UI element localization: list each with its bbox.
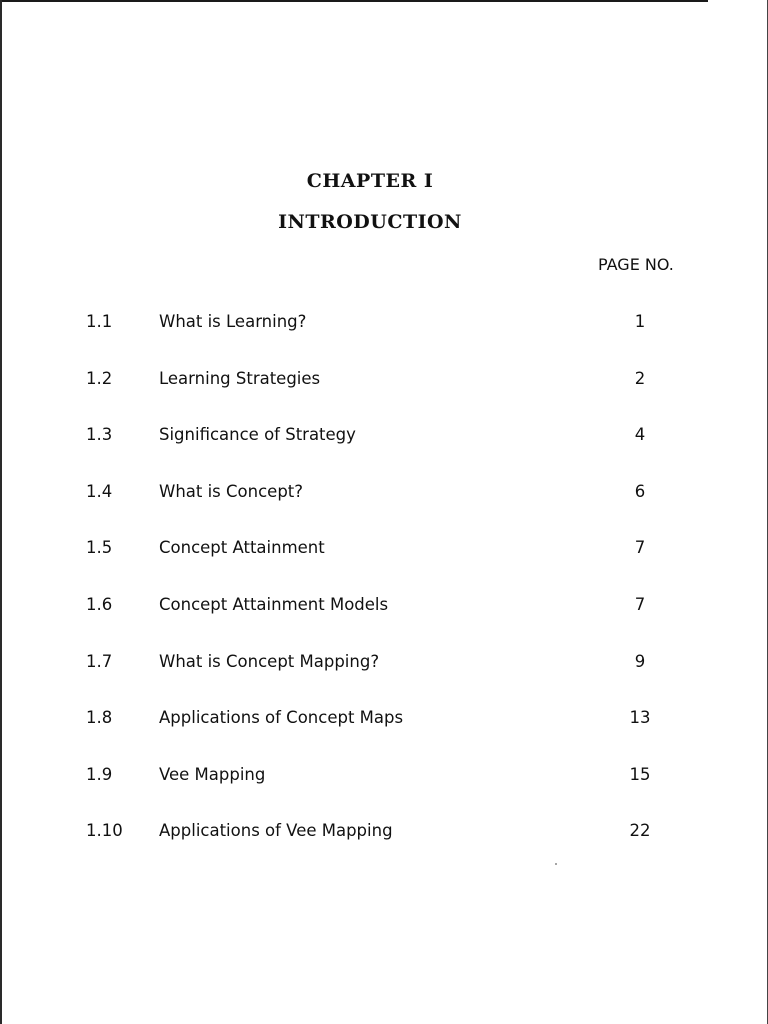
toc-entry-number: 1.10 bbox=[86, 821, 123, 841]
toc-entry-page: 7 bbox=[634, 538, 646, 558]
toc-entry-page: 1 bbox=[634, 312, 646, 331]
toc-entry-title: What is Learning? bbox=[159, 312, 307, 331]
toc-entry-page: 7 bbox=[634, 595, 646, 614]
toc-entry-number: 1.6 bbox=[86, 595, 113, 614]
scan-speck bbox=[555, 863, 557, 865]
toc-entry-title: Applications of Vee Mapping bbox=[159, 821, 393, 841]
scan-border-top bbox=[0, 0, 708, 2]
toc-entry-page: 9 bbox=[634, 651, 646, 671]
toc-entry-number: 1.8 bbox=[86, 708, 113, 728]
toc-entry-page: 13 bbox=[629, 708, 651, 728]
toc-entry bbox=[0, 369, 768, 393]
toc-entry-page: 2 bbox=[634, 368, 646, 388]
toc-entry-page: 22 bbox=[629, 821, 651, 841]
toc-entry-number: 1.4 bbox=[86, 481, 113, 501]
toc-entry-title: Concept Attainment Models bbox=[159, 595, 389, 614]
toc-entry-title: What is Concept Mapping? bbox=[159, 651, 380, 671]
chapter-heading: CHAPTER I bbox=[306, 170, 434, 192]
scan-border-left bbox=[0, 0, 2, 1024]
toc-entry bbox=[0, 482, 768, 506]
toc-entry bbox=[0, 538, 768, 562]
toc-entry-title: What is Concept? bbox=[159, 481, 304, 501]
toc-entry-page: 6 bbox=[634, 481, 646, 501]
toc-entry-title: Concept Attainment bbox=[159, 538, 325, 558]
toc-entry-number: 1.1 bbox=[86, 312, 113, 331]
toc-entry-page: 4 bbox=[634, 425, 646, 445]
toc-entry bbox=[0, 425, 768, 449]
toc-entry bbox=[0, 821, 768, 845]
toc-entry bbox=[0, 595, 768, 619]
toc-entry bbox=[0, 765, 768, 789]
toc-entry-title: Significance of Strategy bbox=[159, 425, 356, 445]
toc-entry-title: Learning Strategies bbox=[159, 368, 321, 388]
page-no-column-header: PAGE NO. bbox=[598, 255, 674, 274]
toc-entry-title: Applications of Concept Maps bbox=[159, 708, 404, 728]
toc-entry bbox=[0, 708, 768, 732]
toc-entry-number: 1.3 bbox=[86, 425, 113, 445]
toc-entry-number: 1.7 bbox=[86, 651, 113, 671]
toc-entry-page: 15 bbox=[629, 764, 651, 784]
toc-entry-number: 1.9 bbox=[86, 764, 113, 784]
toc-entry bbox=[0, 312, 768, 336]
toc-entry-number: 1.5 bbox=[86, 538, 113, 558]
toc-entry-number: 1.2 bbox=[86, 368, 113, 388]
toc-entry-title: Vee Mapping bbox=[159, 764, 266, 784]
toc-entry bbox=[0, 652, 768, 676]
chapter-title: INTRODUCTION bbox=[278, 211, 462, 233]
